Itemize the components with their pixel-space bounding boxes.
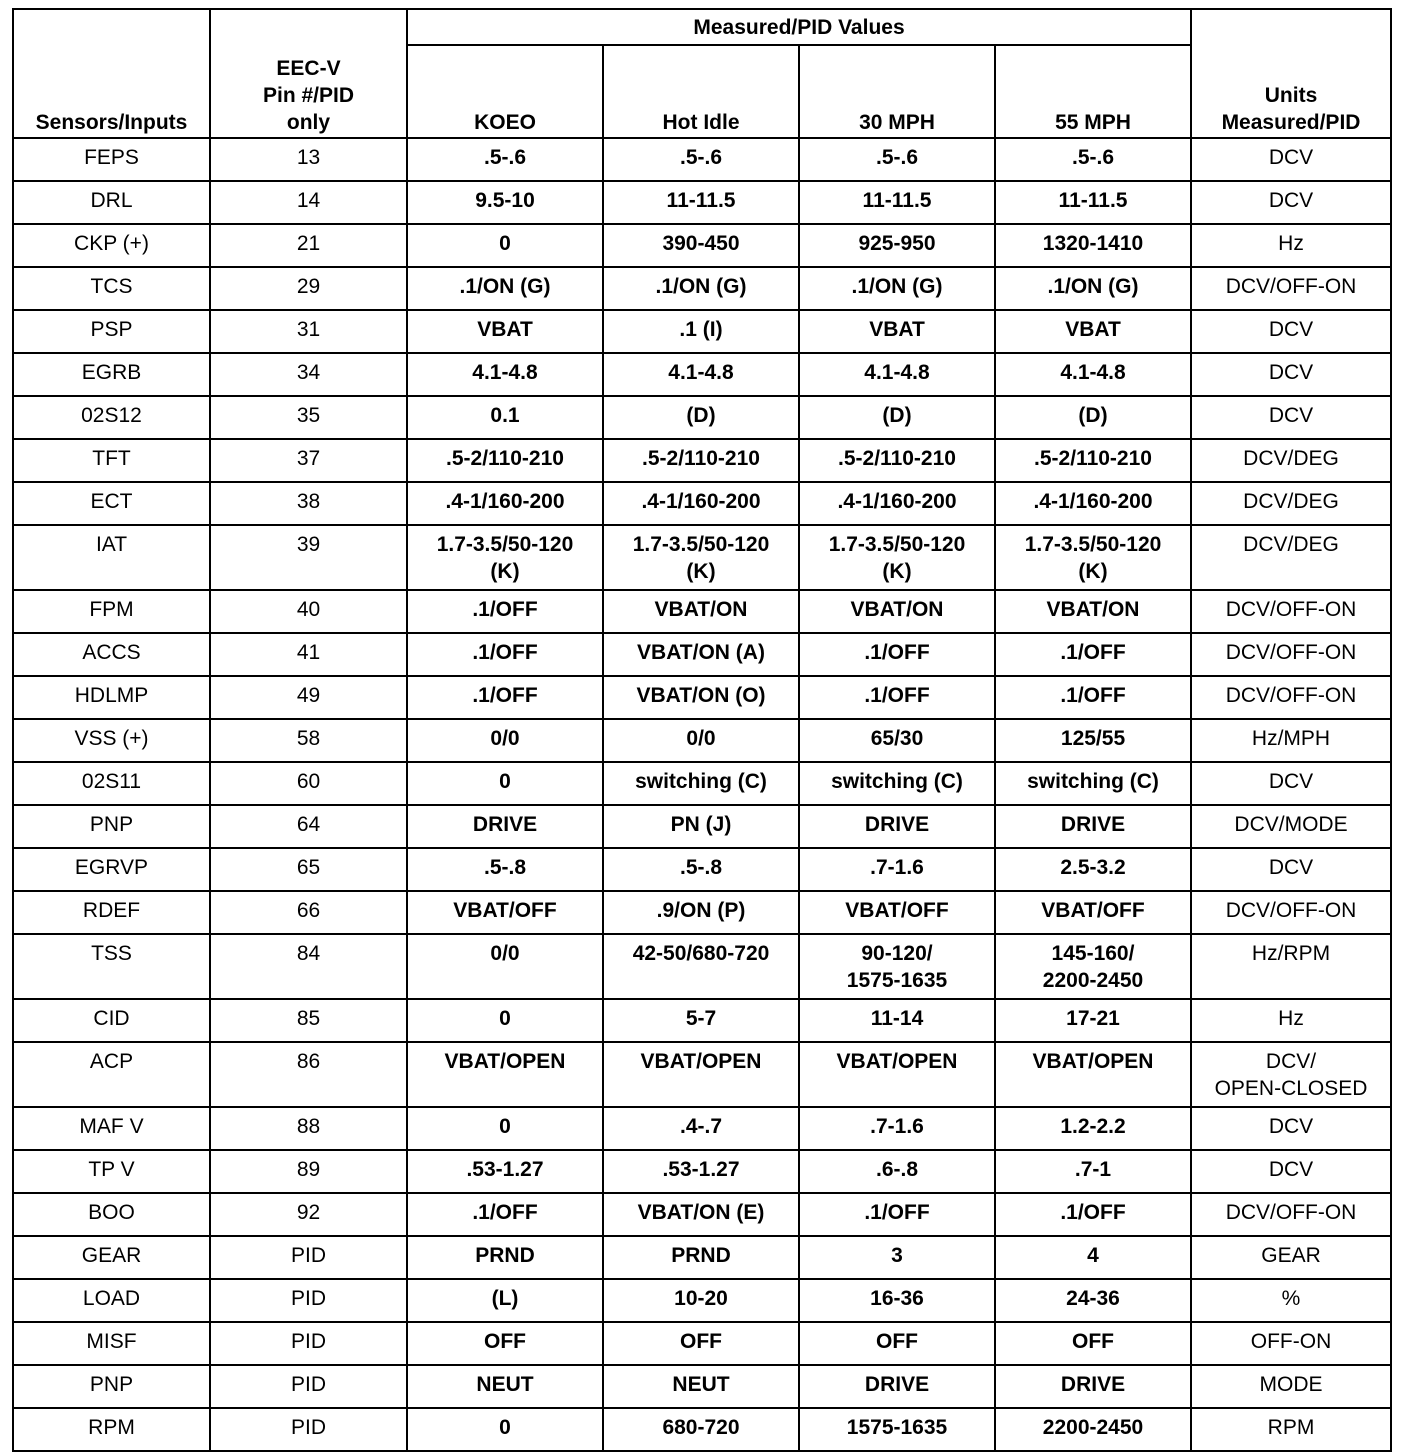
- mph55-cell: 1320-1410: [995, 224, 1191, 267]
- table-header: [13, 9, 1391, 138]
- units-cell: DCV: [1191, 1107, 1391, 1150]
- units-cell: DCV: [1191, 138, 1391, 181]
- units-cell: %: [1191, 1279, 1391, 1322]
- table-row: [13, 1193, 1391, 1236]
- hot-idle-cell: .53-1.27: [603, 1150, 799, 1193]
- mph55-cell: .1/OFF: [995, 633, 1191, 676]
- table-row: [13, 1279, 1391, 1322]
- pin-cell: 60: [210, 762, 407, 805]
- sensor-cell: TFT: [13, 439, 210, 482]
- hot-idle-cell: .5-.8: [603, 848, 799, 891]
- pin-cell: 13: [210, 138, 407, 181]
- mph55-cell: .1/ON (G): [995, 267, 1191, 310]
- mph30-cell: OFF: [799, 1322, 995, 1365]
- mph30-cell: VBAT/ON: [799, 590, 995, 633]
- hot-idle-cell: (D): [603, 396, 799, 439]
- hot-idle-cell: PN (J): [603, 805, 799, 848]
- hot-idle-cell: switching (C): [603, 762, 799, 805]
- hot-idle-cell: 0/0: [603, 719, 799, 762]
- koeo-cell: 0: [407, 1107, 603, 1150]
- mph55-cell: VBAT: [995, 310, 1191, 353]
- units-cell: DCV: [1191, 762, 1391, 805]
- sensor-cell: 02S11: [13, 762, 210, 805]
- table-row: [13, 138, 1391, 181]
- units-cell: DCV: [1191, 1150, 1391, 1193]
- koeo-cell: 0.1: [407, 396, 603, 439]
- hot-idle-cell: 11-11.5: [603, 181, 799, 224]
- mph55-cell: 4: [995, 1236, 1191, 1279]
- table-row: [13, 1236, 1391, 1279]
- header-pin: EEC-V Pin #/PID only: [210, 9, 407, 138]
- mph55-cell: .5-.6: [995, 138, 1191, 181]
- units-cell: DCV/OFF-ON: [1191, 891, 1391, 934]
- mph30-cell: 1575-1635: [799, 1408, 995, 1451]
- units-cell: DCV/DEG: [1191, 525, 1391, 590]
- koeo-cell: 9.5-10: [407, 181, 603, 224]
- hot-idle-cell: 4.1-4.8: [603, 353, 799, 396]
- sensor-cell: FPM: [13, 590, 210, 633]
- hot-idle-cell: VBAT/ON (E): [603, 1193, 799, 1236]
- pin-cell: 40: [210, 590, 407, 633]
- koeo-cell: .53-1.27: [407, 1150, 603, 1193]
- mph55-cell: 4.1-4.8: [995, 353, 1191, 396]
- pin-cell: PID: [210, 1279, 407, 1322]
- pin-cell: 84: [210, 934, 407, 999]
- koeo-cell: .5-2/110-210: [407, 439, 603, 482]
- hot-idle-cell: .1 (I): [603, 310, 799, 353]
- koeo-cell: 0: [407, 999, 603, 1042]
- table-body: [13, 138, 1391, 1451]
- table-row: [13, 181, 1391, 224]
- sensor-cell: RPM: [13, 1408, 210, 1451]
- mph55-cell: VBAT/ON: [995, 590, 1191, 633]
- mph30-cell: 16-36: [799, 1279, 995, 1322]
- header-units: Units Measured/PID: [1191, 9, 1391, 138]
- mph30-cell: 65/30: [799, 719, 995, 762]
- sensor-cell: DRL: [13, 181, 210, 224]
- koeo-cell: 0/0: [407, 719, 603, 762]
- sensor-cell: EGRB: [13, 353, 210, 396]
- header-hot-idle: Hot Idle: [603, 45, 799, 138]
- units-cell: DCV/OFF-ON: [1191, 1193, 1391, 1236]
- table-row: [13, 310, 1391, 353]
- mph30-cell: .1/OFF: [799, 633, 995, 676]
- koeo-cell: 0/0: [407, 934, 603, 999]
- units-cell: DCV: [1191, 848, 1391, 891]
- mph30-cell: 3: [799, 1236, 995, 1279]
- hot-idle-cell: 1.7-3.5/50-120 (K): [603, 525, 799, 590]
- hot-idle-cell: PRND: [603, 1236, 799, 1279]
- header-55-mph: 55 MPH: [995, 45, 1191, 138]
- sensor-cell: TCS: [13, 267, 210, 310]
- pin-cell: 89: [210, 1150, 407, 1193]
- mph30-cell: 1.7-3.5/50-120 (K): [799, 525, 995, 590]
- mph30-cell: 11-11.5: [799, 181, 995, 224]
- mph55-cell: 125/55: [995, 719, 1191, 762]
- table-row: [13, 396, 1391, 439]
- pin-cell: 35: [210, 396, 407, 439]
- pin-cell: 34: [210, 353, 407, 396]
- pin-cell: PID: [210, 1236, 407, 1279]
- units-cell: Hz: [1191, 999, 1391, 1042]
- table-row: [13, 1150, 1391, 1193]
- hot-idle-cell: 5-7: [603, 999, 799, 1042]
- units-cell: DCV: [1191, 181, 1391, 224]
- hot-idle-cell: .5-.6: [603, 138, 799, 181]
- hot-idle-cell: 680-720: [603, 1408, 799, 1451]
- hot-idle-cell: .9/ON (P): [603, 891, 799, 934]
- sensor-cell: RDEF: [13, 891, 210, 934]
- koeo-cell: .1/OFF: [407, 633, 603, 676]
- pin-cell: 85: [210, 999, 407, 1042]
- koeo-cell: .1/ON (G): [407, 267, 603, 310]
- table-row: [13, 719, 1391, 762]
- table-row: [13, 267, 1391, 310]
- koeo-cell: VBAT: [407, 310, 603, 353]
- header-30-mph: 30 MPH: [799, 45, 995, 138]
- mph30-cell: .6-.8: [799, 1150, 995, 1193]
- koeo-cell: .5-.6: [407, 138, 603, 181]
- header-sensors: Sensors/Inputs: [13, 9, 210, 138]
- table-row: [13, 999, 1391, 1042]
- sensor-cell: ACP: [13, 1042, 210, 1107]
- pin-cell: 14: [210, 181, 407, 224]
- hot-idle-cell: .1/ON (G): [603, 267, 799, 310]
- pin-cell: 92: [210, 1193, 407, 1236]
- mph30-cell: 4.1-4.8: [799, 353, 995, 396]
- pin-cell: 49: [210, 676, 407, 719]
- koeo-cell: 4.1-4.8: [407, 353, 603, 396]
- table-row: [13, 633, 1391, 676]
- units-cell: RPM: [1191, 1408, 1391, 1451]
- table-row: [13, 1365, 1391, 1408]
- table-row: [13, 525, 1391, 590]
- mph30-cell: .1/OFF: [799, 676, 995, 719]
- pin-cell: 37: [210, 439, 407, 482]
- mph55-cell: 1.7-3.5/50-120 (K): [995, 525, 1191, 590]
- sensor-cell: HDLMP: [13, 676, 210, 719]
- sensor-cell: LOAD: [13, 1279, 210, 1322]
- mph55-cell: 145-160/ 2200-2450: [995, 934, 1191, 999]
- mph30-cell: .7-1.6: [799, 1107, 995, 1150]
- hot-idle-cell: NEUT: [603, 1365, 799, 1408]
- mph55-cell: VBAT/OPEN: [995, 1042, 1191, 1107]
- pin-cell: PID: [210, 1322, 407, 1365]
- header-koeo: KOEO: [407, 45, 603, 138]
- koeo-cell: .5-.8: [407, 848, 603, 891]
- units-cell: DCV: [1191, 396, 1391, 439]
- sensor-cell: BOO: [13, 1193, 210, 1236]
- units-cell: DCV/MODE: [1191, 805, 1391, 848]
- table-row: [13, 439, 1391, 482]
- pin-cell: 66: [210, 891, 407, 934]
- koeo-cell: VBAT/OFF: [407, 891, 603, 934]
- table-row: [13, 224, 1391, 267]
- hot-idle-cell: .4-.7: [603, 1107, 799, 1150]
- mph55-cell: .5-2/110-210: [995, 439, 1191, 482]
- table-row: [13, 482, 1391, 525]
- mph30-cell: DRIVE: [799, 1365, 995, 1408]
- table-row: [13, 762, 1391, 805]
- mph30-cell: 925-950: [799, 224, 995, 267]
- table-row: [13, 1107, 1391, 1150]
- mph30-cell: .1/ON (G): [799, 267, 995, 310]
- mph30-cell: .4-1/160-200: [799, 482, 995, 525]
- units-cell: DCV/DEG: [1191, 439, 1391, 482]
- sensor-cell: TP V: [13, 1150, 210, 1193]
- sensor-cell: ACCS: [13, 633, 210, 676]
- hot-idle-cell: VBAT/ON (O): [603, 676, 799, 719]
- hot-idle-cell: VBAT/OPEN: [603, 1042, 799, 1107]
- table-row: [13, 934, 1391, 999]
- units-cell: DCV: [1191, 353, 1391, 396]
- mph55-cell: VBAT/OFF: [995, 891, 1191, 934]
- koeo-cell: .1/OFF: [407, 590, 603, 633]
- units-cell: DCV/DEG: [1191, 482, 1391, 525]
- koeo-cell: DRIVE: [407, 805, 603, 848]
- mph30-cell: DRIVE: [799, 805, 995, 848]
- pid-values-table: [12, 8, 1392, 1452]
- pin-cell: 65: [210, 848, 407, 891]
- pin-cell: PID: [210, 1408, 407, 1451]
- table-row: [13, 891, 1391, 934]
- table-row: [13, 590, 1391, 633]
- pin-cell: PID: [210, 1365, 407, 1408]
- koeo-cell: .1/OFF: [407, 676, 603, 719]
- table-row: [13, 676, 1391, 719]
- mph55-cell: .1/OFF: [995, 676, 1191, 719]
- units-cell: DCV/ OPEN-CLOSED: [1191, 1042, 1391, 1107]
- table-row: [13, 848, 1391, 891]
- sensor-cell: PNP: [13, 1365, 210, 1408]
- mph30-cell: .7-1.6: [799, 848, 995, 891]
- koeo-cell: .4-1/160-200: [407, 482, 603, 525]
- koeo-cell: 0: [407, 224, 603, 267]
- mph55-cell: 11-11.5: [995, 181, 1191, 224]
- sensor-cell: EGRVP: [13, 848, 210, 891]
- pin-cell: 88: [210, 1107, 407, 1150]
- mph55-cell: 2.5-3.2: [995, 848, 1191, 891]
- mph30-cell: VBAT/OFF: [799, 891, 995, 934]
- table-row: [13, 353, 1391, 396]
- units-cell: OFF-ON: [1191, 1322, 1391, 1365]
- mph30-cell: .1/OFF: [799, 1193, 995, 1236]
- mph30-cell: .5-.6: [799, 138, 995, 181]
- pin-cell: 58: [210, 719, 407, 762]
- sensor-cell: FEPS: [13, 138, 210, 181]
- koeo-cell: NEUT: [407, 1365, 603, 1408]
- units-cell: MODE: [1191, 1365, 1391, 1408]
- units-cell: DCV: [1191, 310, 1391, 353]
- table-row: [13, 1042, 1391, 1107]
- koeo-cell: 0: [407, 1408, 603, 1451]
- hot-idle-cell: 10-20: [603, 1279, 799, 1322]
- hot-idle-cell: 42-50/680-720: [603, 934, 799, 999]
- mph55-cell: (D): [995, 396, 1191, 439]
- mph55-cell: 1.2-2.2: [995, 1107, 1191, 1150]
- mph55-cell: switching (C): [995, 762, 1191, 805]
- koeo-cell: PRND: [407, 1236, 603, 1279]
- mph55-cell: 2200-2450: [995, 1408, 1191, 1451]
- sensor-cell: GEAR: [13, 1236, 210, 1279]
- koeo-cell: 1.7-3.5/50-120 (K): [407, 525, 603, 590]
- sensor-cell: ECT: [13, 482, 210, 525]
- pin-cell: 31: [210, 310, 407, 353]
- koeo-cell: .1/OFF: [407, 1193, 603, 1236]
- sensor-cell: TSS: [13, 934, 210, 999]
- mph30-cell: (D): [799, 396, 995, 439]
- units-cell: Hz/MPH: [1191, 719, 1391, 762]
- hot-idle-cell: OFF: [603, 1322, 799, 1365]
- sensor-cell: PNP: [13, 805, 210, 848]
- mph30-cell: 90-120/ 1575-1635: [799, 934, 995, 999]
- pin-cell: 86: [210, 1042, 407, 1107]
- pin-cell: 21: [210, 224, 407, 267]
- pin-cell: 64: [210, 805, 407, 848]
- mph55-cell: .4-1/160-200: [995, 482, 1191, 525]
- units-cell: Hz: [1191, 224, 1391, 267]
- pin-cell: 29: [210, 267, 407, 310]
- sensor-cell: MAF V: [13, 1107, 210, 1150]
- mph30-cell: 11-14: [799, 999, 995, 1042]
- koeo-cell: VBAT/OPEN: [407, 1042, 603, 1107]
- koeo-cell: 0: [407, 762, 603, 805]
- mph55-cell: 17-21: [995, 999, 1191, 1042]
- hot-idle-cell: 390-450: [603, 224, 799, 267]
- table-row: [13, 1322, 1391, 1365]
- sensor-cell: CID: [13, 999, 210, 1042]
- header-measured-group: Measured/PID Values: [407, 9, 1191, 45]
- pin-cell: 38: [210, 482, 407, 525]
- mph55-cell: DRIVE: [995, 1365, 1191, 1408]
- koeo-cell: (L): [407, 1279, 603, 1322]
- sensor-cell: MISF: [13, 1322, 210, 1365]
- sensor-cell: PSP: [13, 310, 210, 353]
- mph55-cell: 24-36: [995, 1279, 1191, 1322]
- sensor-cell: 02S12: [13, 396, 210, 439]
- mph55-cell: OFF: [995, 1322, 1191, 1365]
- mph30-cell: switching (C): [799, 762, 995, 805]
- pin-cell: 41: [210, 633, 407, 676]
- units-cell: DCV/OFF-ON: [1191, 633, 1391, 676]
- pin-cell: 39: [210, 525, 407, 590]
- hot-idle-cell: VBAT/ON (A): [603, 633, 799, 676]
- mph30-cell: VBAT: [799, 310, 995, 353]
- hot-idle-cell: .5-2/110-210: [603, 439, 799, 482]
- mph55-cell: .7-1: [995, 1150, 1191, 1193]
- hot-idle-cell: .4-1/160-200: [603, 482, 799, 525]
- mph30-cell: .5-2/110-210: [799, 439, 995, 482]
- mph55-cell: .1/OFF: [995, 1193, 1191, 1236]
- hot-idle-cell: VBAT/ON: [603, 590, 799, 633]
- sensor-cell: CKP (+): [13, 224, 210, 267]
- units-cell: GEAR: [1191, 1236, 1391, 1279]
- units-cell: Hz/RPM: [1191, 934, 1391, 999]
- mph55-cell: DRIVE: [995, 805, 1191, 848]
- mph30-cell: VBAT/OPEN: [799, 1042, 995, 1107]
- units-cell: DCV/OFF-ON: [1191, 676, 1391, 719]
- sensor-cell: IAT: [13, 525, 210, 590]
- koeo-cell: OFF: [407, 1322, 603, 1365]
- table-row: [13, 805, 1391, 848]
- units-cell: DCV/OFF-ON: [1191, 590, 1391, 633]
- table-row: [13, 1408, 1391, 1451]
- pid-values-document: [12, 8, 1392, 1452]
- sensor-cell: VSS (+): [13, 719, 210, 762]
- units-cell: DCV/OFF-ON: [1191, 267, 1391, 310]
